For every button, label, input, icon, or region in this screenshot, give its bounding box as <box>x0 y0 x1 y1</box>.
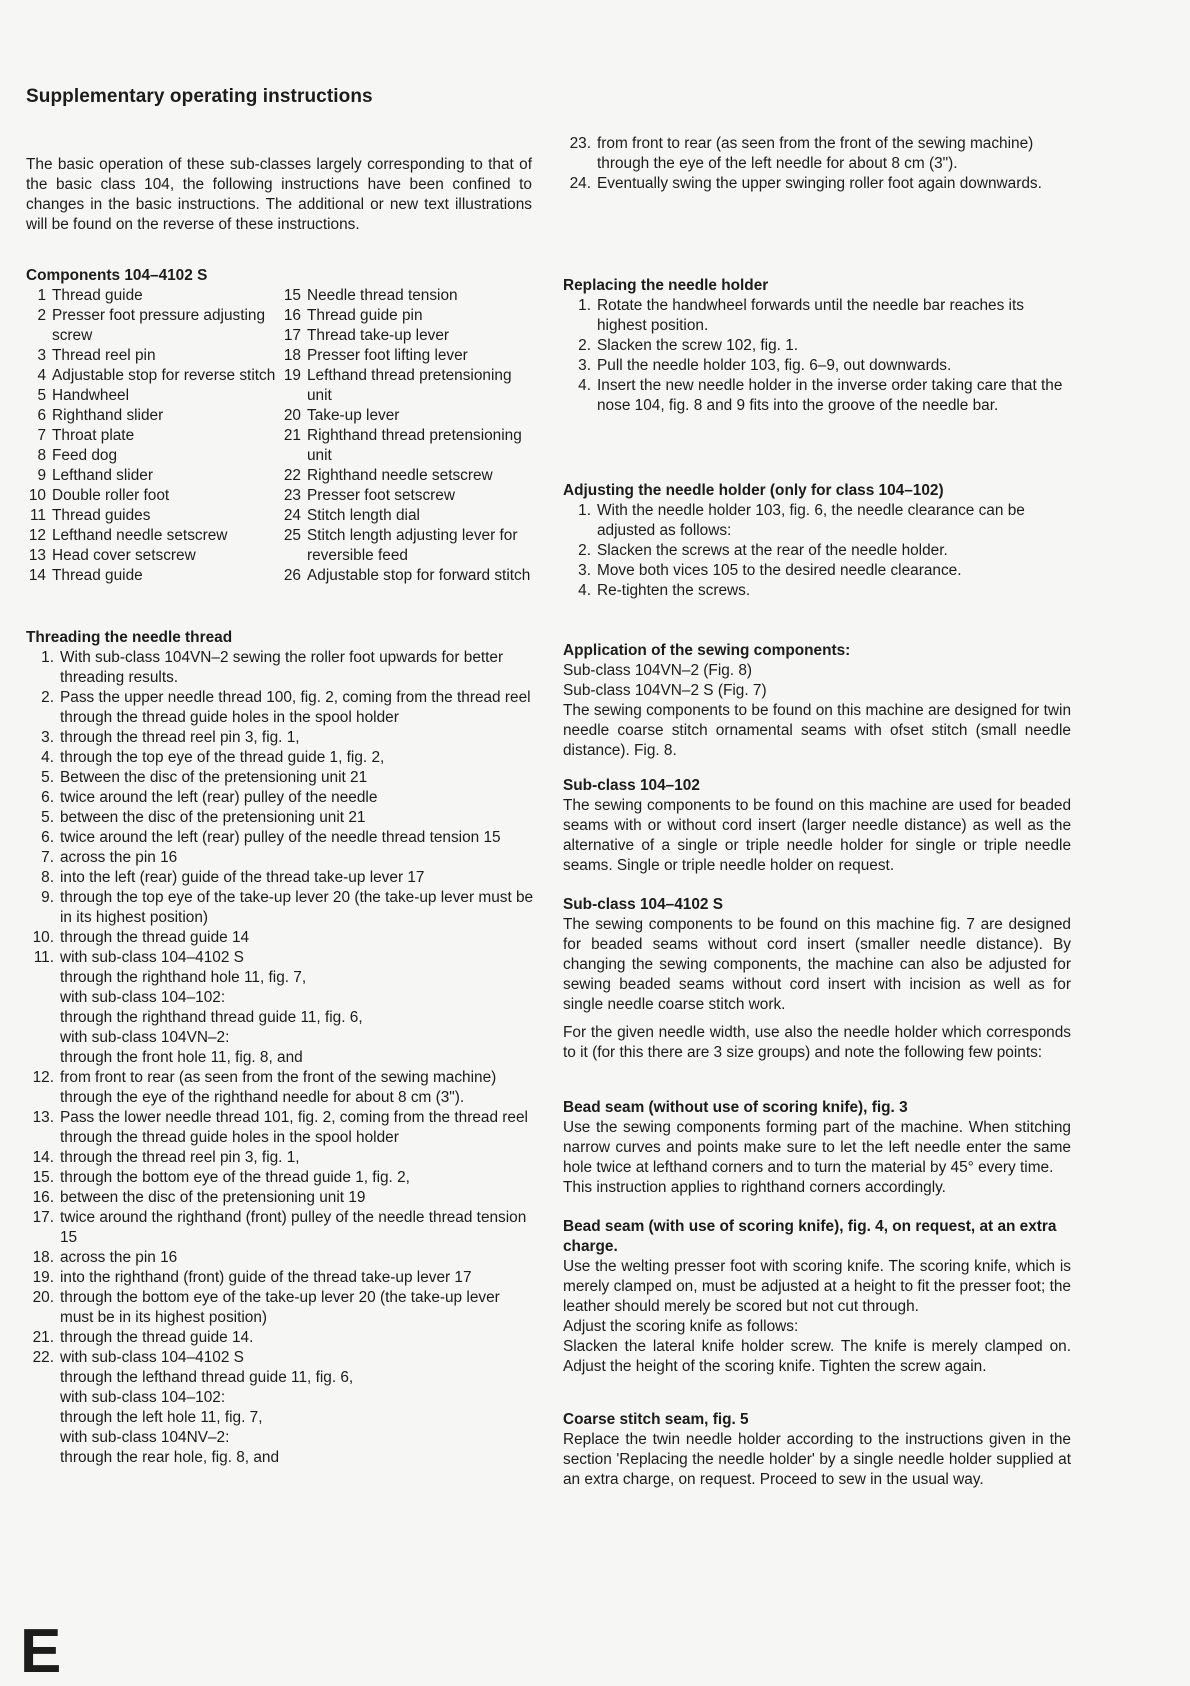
step-text: into the left (rear) guide of the thread take-up lever 17 <box>60 869 425 886</box>
component-item <box>281 326 536 346</box>
list-item <box>26 1268 536 1288</box>
component-label: Take-up lever <box>307 407 400 424</box>
list-item <box>563 356 1071 376</box>
component-label: Thread guide pin <box>307 307 423 324</box>
list-item <box>26 1068 536 1108</box>
component-item <box>26 486 281 506</box>
sub4102-text: The sewing components to be found on this machine fig. 7 are designed for beaded seams without cord insert (smaller needle distance). By changing the sewing components, the machine can also be adjusted for sewing beaded seams without cord insert with incision as well as for single needle coarse stitch work. <box>563 916 1071 1013</box>
component-label: Righthand slider <box>52 407 164 424</box>
component-label: Double roller foot <box>52 487 170 504</box>
step-text: between the disc of the pretensioning unit 21 <box>60 809 366 826</box>
step-number: 18. <box>32 1249 54 1266</box>
list-item <box>563 174 1071 194</box>
component-item <box>281 486 536 506</box>
list-item <box>26 1188 536 1208</box>
component-number: 2 <box>37 307 46 324</box>
component-label: Thread guide <box>52 567 143 584</box>
list-item <box>26 1248 536 1268</box>
step-text: Rotate the handwheel forwards until the needle bar reaches its highest position. <box>597 297 1024 334</box>
component-number: 23 <box>283 487 301 504</box>
component-item <box>26 526 281 546</box>
application-heading: Application of the sewing components: <box>563 642 851 659</box>
component-item <box>26 566 281 586</box>
component-number: 8 <box>37 447 46 464</box>
list-item <box>26 1108 536 1148</box>
component-number: 18 <box>283 347 301 364</box>
component-number: 26 <box>283 567 301 584</box>
component-number: 25 <box>283 527 301 544</box>
replacing-heading: Replacing the needle holder <box>563 277 769 294</box>
step-subline: with sub-class 104–102: <box>60 1389 226 1406</box>
replacing-steps <box>563 296 1071 416</box>
list-item <box>563 376 1071 416</box>
component-item <box>281 406 536 426</box>
list-item <box>26 928 536 948</box>
step-text: through the thread guide 14. <box>60 1329 254 1346</box>
application-line-2: Sub-class 104VN–2 S (Fig. 7) <box>563 682 767 699</box>
step-subline: through the righthand thread guide 11, fig. 6, <box>60 1009 363 1026</box>
adjusting-steps <box>563 501 1071 601</box>
component-item <box>281 306 536 326</box>
step-number: 8. <box>41 869 54 886</box>
component-number: 7 <box>37 427 46 444</box>
components-list-2 <box>281 286 536 586</box>
step-number: 13. <box>32 1109 54 1126</box>
component-label: Handwheel <box>52 387 130 404</box>
component-item <box>26 506 281 526</box>
component-label: Thread reel pin <box>52 347 156 364</box>
adjusting-heading: Adjusting the needle holder (only for class 104–102) <box>563 482 944 499</box>
intro-paragraph: The basic operation of these sub-classes largely corresponding to that of the basic class 104, the following instructions have been confined to changes in the basic instructions. The additional or new text illustrations will be found on the reverse of these instructions. <box>26 156 532 234</box>
bead-without-section <box>563 1098 1071 1198</box>
component-label: Thread guide <box>52 287 143 304</box>
step-number: 22. <box>32 1349 54 1366</box>
sub4102-section <box>563 895 1071 1063</box>
step-text: through the thread guide 14 <box>60 929 250 946</box>
step-text: across the pin 16 <box>60 1249 178 1266</box>
components-heading: Components 104–4102 S <box>26 267 208 284</box>
list-item <box>26 768 536 788</box>
component-label: Stitch length dial <box>307 507 420 524</box>
step-number: 20. <box>32 1289 54 1306</box>
step-text: With the needle holder 103, fig. 6, the needle clearance can be adjusted as follows: <box>597 502 1025 539</box>
step-number: 4. <box>41 749 54 766</box>
list-item <box>26 1208 536 1248</box>
step-subline: through the left hole 11, fig. 7, <box>60 1409 263 1426</box>
step-number: 3. <box>578 562 591 579</box>
component-label: Presser foot setscrew <box>307 487 455 504</box>
list-item <box>563 336 1071 356</box>
step-text: through the top eye of the take-up lever 20 (the take-up lever must be in its highest position) <box>60 889 534 926</box>
component-item <box>281 466 536 486</box>
list-item <box>563 561 1071 581</box>
step-text: through the thread reel pin 3, fig. 1, <box>60 1149 300 1166</box>
sub102-text: The sewing components to be found on this machine are used for beaded seams with or without cord insert (larger needle distance) as well as the alternative of a single or triple needle holder for single or triple needle seams. Single or triple needle holder on request. <box>563 797 1071 874</box>
step-number: 12. <box>32 1069 54 1086</box>
step-number: 11. <box>33 949 54 966</box>
list-item <box>26 1148 536 1168</box>
step-subline: with sub-class 104VN–2: <box>60 1029 230 1046</box>
component-number: 22 <box>283 467 301 484</box>
component-label: Stitch length adjusting lever for reversible feed <box>307 527 518 564</box>
step-text: Slacken the screw 102, fig. 1. <box>597 337 799 354</box>
bead-without-heading: Bead seam (without use of scoring knife), fig. 3 <box>563 1099 908 1116</box>
step-text: with sub-class 104–4102 S <box>60 949 244 966</box>
list-item <box>26 728 536 748</box>
language-mark: E <box>20 1617 62 1686</box>
component-label: Presser foot lifting lever <box>307 347 468 364</box>
bead-with-heading: Bead seam (with use of scoring knife), fig. 4, on request, at an extra charge. <box>563 1218 1057 1255</box>
list-item <box>26 788 536 808</box>
step-number: 2. <box>41 689 54 706</box>
component-label: Throat plate <box>52 427 135 444</box>
component-number: 1 <box>37 287 46 304</box>
bead-with-section <box>563 1217 1071 1377</box>
component-label: Head cover setscrew <box>52 547 196 564</box>
component-item <box>26 426 281 446</box>
component-item <box>281 346 536 366</box>
component-item <box>26 346 281 366</box>
page-title: Supplementary operating instructions <box>26 86 373 107</box>
step-number: 6. <box>41 789 54 806</box>
bead-without-text-2: This instruction applies to righthand corners accordingly. <box>563 1179 946 1196</box>
step-text: with sub-class 104–4102 S <box>60 1349 244 1366</box>
component-item <box>26 446 281 466</box>
coarse-text: Replace the twin needle holder according to the instructions given in the section 'Replacing the needle holder' by a single needle holder supplied at an extra charge, on request. Proceed to sew in the usual way. <box>563 1431 1071 1488</box>
list-item <box>26 808 536 828</box>
list-item <box>26 848 536 868</box>
step-text: across the pin 16 <box>60 849 178 866</box>
step-number: 7. <box>41 849 54 866</box>
step-text: through the top eye of the thread guide 1, fig. 2, <box>60 749 385 766</box>
step-number: 2. <box>578 337 591 354</box>
step-number: 24. <box>569 175 591 192</box>
step-number: 4. <box>578 582 591 599</box>
component-item <box>281 506 536 526</box>
application-text: The sewing components to be found on this machine are designed for twin needle coarse stitch ornamental seams with ofset stitch (small needle distance). Fig. 8. <box>563 702 1071 759</box>
components-list-1 <box>26 286 281 586</box>
component-label: Lefthand needle setscrew <box>52 527 228 544</box>
component-item <box>26 306 281 346</box>
step-subline: with sub-class 104NV–2: <box>60 1429 230 1446</box>
list-item <box>563 581 1071 601</box>
component-number: 16 <box>283 307 301 324</box>
step-text: Pull the needle holder 103, fig. 6–9, out downwards. <box>597 357 952 374</box>
step-number: 1. <box>578 297 591 314</box>
step-text: With sub-class 104VN–2 sewing the roller foot upwards for better threading results. <box>60 649 504 686</box>
step-number: 15. <box>32 1169 54 1186</box>
step-number: 19. <box>32 1269 54 1286</box>
component-label: Adjustable stop for reverse stitch <box>52 367 276 384</box>
sub102-heading: Sub-class 104–102 <box>563 777 700 794</box>
step-number: 4. <box>578 377 591 394</box>
component-item <box>281 426 536 466</box>
list-item <box>563 134 1071 174</box>
adjusting-section <box>563 481 1071 601</box>
step-text: Pass the upper needle thread 100, fig. 2, coming from the thread reel through the thread guide holes in the spool holder <box>60 689 531 726</box>
list-item <box>563 296 1071 336</box>
step-number: 3. <box>578 357 591 374</box>
step-text: Insert the new needle holder in the inverse order taking care that the nose 104, fig. 8 and 9 fits into the groove of the needle bar. <box>597 377 1063 414</box>
step-text: into the righthand (front) guide of the thread take-up lever 17 <box>60 1269 472 1286</box>
component-item <box>26 286 281 306</box>
component-item <box>281 526 536 566</box>
list-item <box>26 648 536 688</box>
step-number: 23. <box>569 135 591 152</box>
step-text: twice around the left (rear) pulley of the needle <box>60 789 378 806</box>
sub102-section <box>563 776 1071 876</box>
component-item <box>26 466 281 486</box>
threading-continued-steps <box>563 134 1071 194</box>
threading-heading: Threading the needle thread <box>26 629 233 646</box>
bead-without-text: Use the sewing components forming part of the machine. When stitching narrow curves and points make sure to let the left needle enter the same hole twice at lefthand corners and to turn the material by 45° every time. <box>563 1119 1071 1176</box>
threading-steps <box>26 648 536 1468</box>
component-number: 19 <box>283 367 301 384</box>
sub4102-text-2: For the given needle width, use also the needle holder which corresponds to it (for this there are 3 size groups) and note the following few points: <box>563 1024 1071 1061</box>
list-item <box>26 688 536 728</box>
step-text: Re-tighten the screws. <box>597 582 751 599</box>
component-number: 21 <box>283 427 301 444</box>
step-text: from front to rear (as seen from the front of the sewing machine) through the eye of the left needle for about 8 cm (3"). <box>597 135 1034 172</box>
bead-with-text-2: Adjust the scoring knife as follows: <box>563 1318 799 1335</box>
component-number: 11 <box>30 507 46 524</box>
step-text: twice around the left (rear) pulley of the needle thread tension 15 <box>60 829 501 846</box>
bead-with-text: Use the welting presser foot with scoring knife. The scoring knife, which is merely clamped on, must be adjusted at a height to fit the presser foot; the leather should merely be scored but not cut through. <box>563 1258 1071 1315</box>
component-number: 24 <box>283 507 301 524</box>
step-number: 21. <box>32 1329 54 1346</box>
component-item <box>26 546 281 566</box>
step-number: 3. <box>41 729 54 746</box>
step-text: from front to rear (as seen from the front of the sewing machine) through the eye of the righthand needle for about 8 cm (3"). <box>60 1069 497 1106</box>
step-number: 6. <box>41 829 54 846</box>
component-label: Lefthand slider <box>52 467 153 484</box>
component-item <box>26 386 281 406</box>
component-number: 4 <box>37 367 46 384</box>
step-number: 2. <box>578 542 591 559</box>
component-number: 10 <box>28 487 46 504</box>
step-number: 1. <box>578 502 591 519</box>
step-subline: through the lefthand thread guide 11, fig. 6, <box>60 1369 354 1386</box>
list-item <box>26 828 536 848</box>
step-text: through the thread reel pin 3, fig. 1, <box>60 729 300 746</box>
list-item <box>26 868 536 888</box>
component-number: 13 <box>28 547 46 564</box>
bead-with-text-3: Slacken the lateral knife holder screw. The knife is merely clamped on. Adjust the height of the scoring knife. Tighten the screw again. <box>563 1338 1071 1375</box>
threading-section <box>26 628 536 1468</box>
step-number: 1. <box>41 649 54 666</box>
step-text: Eventually swing the upper swinging roller foot again downwards. <box>597 175 1042 192</box>
replacing-section <box>563 276 1071 416</box>
component-number: 3 <box>37 347 46 364</box>
step-subline: through the rear hole, fig. 8, and <box>60 1449 280 1466</box>
list-item <box>26 1168 536 1188</box>
step-number: 17. <box>32 1209 54 1226</box>
step-subline: with sub-class 104–102: <box>60 989 226 1006</box>
step-number: 16. <box>32 1189 54 1206</box>
component-label: Thread guides <box>52 507 151 524</box>
component-number: 14 <box>28 567 46 584</box>
component-number: 12 <box>28 527 46 544</box>
step-text: Pass the lower needle thread 101, fig. 2, coming from the thread reel through the thread guide holes in the spool holder <box>60 1109 528 1146</box>
component-number: 20 <box>283 407 301 424</box>
application-line-1: Sub-class 104VN–2 (Fig. 8) <box>563 662 753 679</box>
step-number: 14. <box>32 1149 54 1166</box>
step-number: 9. <box>41 889 54 906</box>
step-number: 10. <box>32 929 54 946</box>
component-number: 15 <box>283 287 301 304</box>
list-item <box>26 1288 536 1328</box>
coarse-heading: Coarse stitch seam, fig. 5 <box>563 1411 749 1428</box>
list-item <box>26 948 536 1068</box>
list-item <box>26 1328 536 1348</box>
component-label: Thread take-up lever <box>307 327 450 344</box>
threading-continued <box>563 134 1071 194</box>
step-subline: through the front hole 11, fig. 8, and <box>60 1049 303 1066</box>
component-item <box>281 566 536 586</box>
component-label: Needle thread tension <box>307 287 458 304</box>
component-number: 17 <box>283 327 301 344</box>
list-item <box>26 888 536 928</box>
list-item <box>26 748 536 768</box>
component-label: Presser foot pressure adjusting screw <box>52 307 266 344</box>
list-item <box>563 541 1071 561</box>
step-subline: through the righthand hole 11, fig. 7, <box>60 969 307 986</box>
coarse-section <box>563 1410 1071 1490</box>
list-item <box>26 1348 536 1468</box>
component-item <box>26 406 281 426</box>
component-item <box>281 286 536 306</box>
list-item <box>563 501 1071 541</box>
sub4102-heading: Sub-class 104–4102 S <box>563 896 724 913</box>
component-label: Adjustable stop for forward stitch <box>307 567 531 584</box>
step-text: Slacken the screws at the rear of the needle holder. <box>597 542 948 559</box>
component-label: Righthand needle setscrew <box>307 467 493 484</box>
components-section <box>26 266 536 586</box>
component-label: Feed dog <box>52 447 118 464</box>
step-text: through the bottom eye of the take-up lever 20 (the take-up lever must be in its highest position) <box>60 1289 500 1326</box>
step-text: twice around the righthand (front) pulley of the needle thread tension 15 <box>60 1209 527 1246</box>
component-label: Righthand thread pretensioning unit <box>307 427 522 464</box>
step-text: through the bottom eye of the thread guide 1, fig. 2, <box>60 1169 410 1186</box>
step-number: 5. <box>41 769 54 786</box>
component-label: Lefthand thread pretensioning unit <box>307 367 512 404</box>
step-number: 5. <box>41 809 54 826</box>
component-number: 6 <box>37 407 46 424</box>
component-item <box>26 366 281 386</box>
component-number: 5 <box>37 387 46 404</box>
component-number: 9 <box>37 467 46 484</box>
step-text: Between the disc of the pretensioning unit 21 <box>60 769 368 786</box>
component-item <box>281 366 536 406</box>
step-text: between the disc of the pretensioning unit 19 <box>60 1189 366 1206</box>
step-text: Move both vices 105 to the desired needle clearance. <box>597 562 962 579</box>
application-section <box>563 641 1071 761</box>
